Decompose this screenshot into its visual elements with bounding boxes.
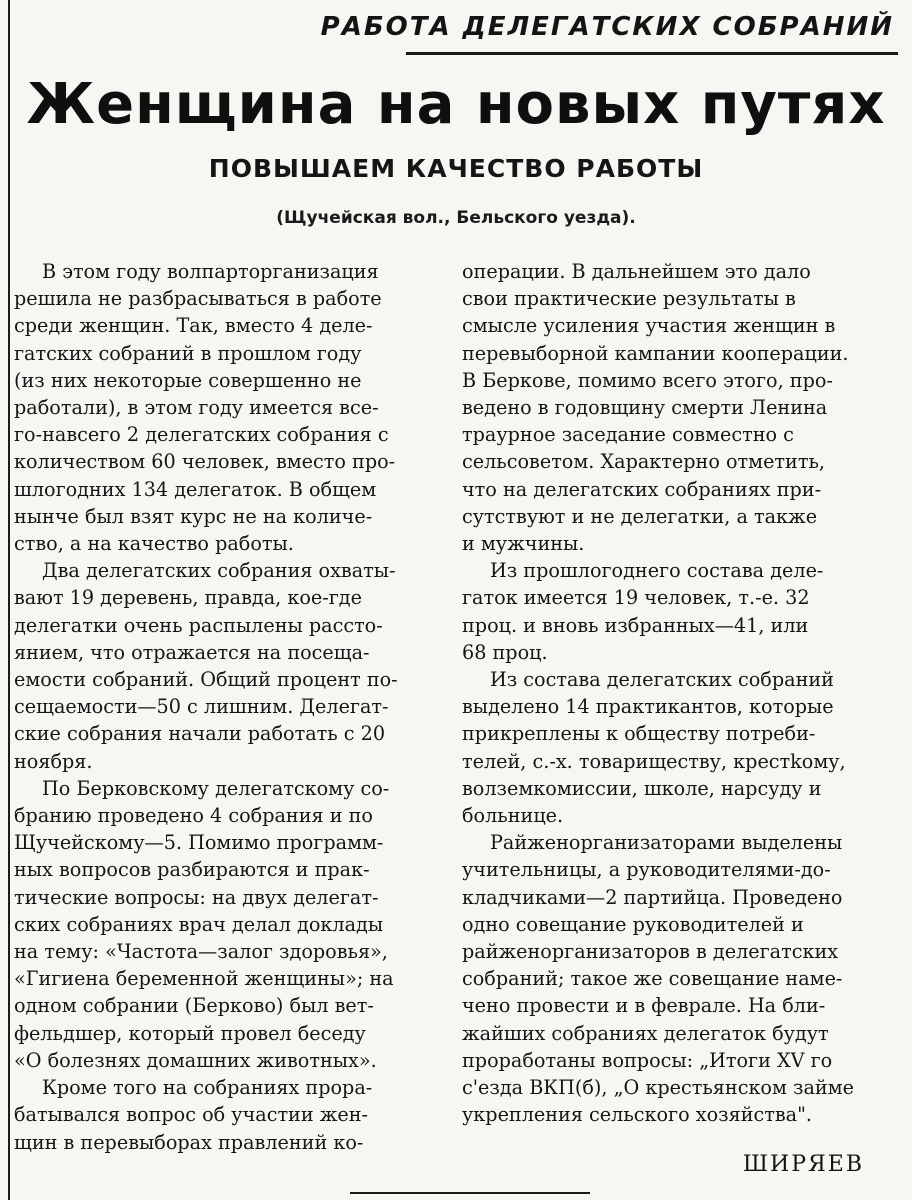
article-text-line: волземкомиссии, школе, нарсуду и — [462, 776, 822, 800]
article-text-line: проц. и вновь избранных—41, или — [462, 613, 809, 637]
article-text-line: работали), в этом году имеется все- — [14, 396, 379, 420]
article-text-line: на тему: «Частота—залог здоровья», — [14, 940, 388, 964]
article-text-line: бранию проведено 4 собрания и по — [14, 804, 373, 828]
article-text-line: По Берковскому делегатскому со- — [42, 776, 390, 800]
article-text-line: райженорганизаторов в делегатских — [462, 940, 839, 964]
bottom-rule — [350, 1192, 590, 1194]
article-headline: Женщина на новых путях — [26, 72, 886, 137]
article-text-line: жайших собраниях делегаток будут — [462, 1021, 829, 1045]
article-text-line: шлогодних 134 делегаток. В общем — [14, 477, 377, 501]
article-text-line: ведено в годовщину смерти Ленина — [462, 396, 828, 420]
article-text-line: ноября. — [14, 749, 93, 773]
article-text-line: сутствуют и не делегатки, а также — [462, 504, 818, 528]
article-text-line: батывался вопрос об участии жен- — [14, 1103, 369, 1127]
article-text-line: Щучейскому—5. Помимо программ- — [14, 831, 384, 855]
article-text-line: фельдшер, который провел беседу — [14, 1021, 366, 1045]
article-text-line: кладчиками—2 партийца. Проведено — [462, 885, 843, 909]
article-text-line: больнице. — [462, 804, 564, 828]
article-text-line: сещаемости—50 с лишним. Делегат- — [14, 695, 389, 719]
article-text-line: Кроме того на собраниях прора- — [42, 1076, 373, 1100]
section-header-rule — [406, 52, 898, 55]
article-text-line: го-навсего 2 делегатских собрания с — [14, 423, 389, 447]
article-text-line: (из них некоторые совершенно не — [14, 368, 362, 392]
article-text-line: операции. В дальнейшем это дало — [462, 260, 811, 283]
article-text-line: проработаны вопросы: „Итоги XV го — [462, 1048, 833, 1072]
article-text-line: Из прошлогоднего состава деле- — [490, 559, 824, 583]
article-text-line: вают 19 деревень, правда, кое-где — [14, 586, 362, 610]
article-text-line: В Беркове, помимо всего этого, про- — [462, 368, 833, 392]
article-subheadline: ПОВЫШАЕМ КАЧЕСТВО РАБОТЫ — [208, 154, 704, 183]
article-text-line: тические вопросы: на двух делегат- — [14, 885, 379, 909]
article-text-line: ских собраниях врач делал доклады — [14, 912, 384, 936]
article-text-line: прикреплены к обществу потреби- — [462, 722, 816, 746]
article-text-line: выделено 14 практикантов, которые — [462, 695, 834, 719]
article-text-line: гаток имеется 19 человек, т.-е. 32 — [462, 586, 810, 610]
article-text-line: «Гигиена беременной женщины»; на — [14, 967, 394, 991]
article-text-line: сельсоветом. Характерно отметить, — [462, 450, 825, 474]
article-text-line: В этом году волпарторганизация — [42, 260, 379, 283]
article-text-line: решила не разбрасываться в работе — [14, 287, 382, 311]
article-signature: ШИРЯЕВ — [742, 1152, 864, 1177]
article-text-line: учительницы, а руководителями-до- — [462, 858, 831, 882]
article-text-line: количеством 60 человек, вместо про- — [14, 450, 396, 474]
article-text-line: с'езда ВКП(б), „О крестьянском займе — [462, 1076, 854, 1100]
article-text-line: ных вопросов разбираются и прак- — [14, 858, 370, 882]
article-text-line: среди женщин. Так, вместо 4 деле- — [14, 314, 373, 338]
article-text-line: Райженорганизаторами выделены — [490, 831, 843, 855]
article-text-line: 68 проц. — [462, 640, 548, 664]
article-text-line: ство, а на качество работы. — [14, 532, 294, 556]
section-header: РАБОТА ДЕЛЕГАТСКИХ СОБРАНИЙ — [320, 12, 894, 42]
article-text-line: телей, с.-х. товариществу, крестkому, — [462, 749, 846, 773]
article-text-line: чено провести и в феврале. На бли- — [462, 994, 826, 1018]
article-locality: (Щучейская вол., Бельского уезда). — [276, 208, 636, 228]
article-left-column — [14, 258, 442, 1156]
article-text-line: делегатки очень распылены рассто- — [14, 613, 383, 637]
article-text-line: емости собраний. Общий процент по- — [14, 668, 398, 692]
article-text-line: янием, что отражается на посеща- — [14, 640, 370, 664]
article-text-line: свои практические результаты в — [462, 287, 796, 311]
article-text-line: гатских собраний в прошлом году — [14, 341, 362, 365]
article-text-line: «О болезнях домашних животных». — [14, 1048, 377, 1072]
article-text-line: собраний; такое же совещание наме- — [462, 967, 843, 991]
article-text-line: и мужчины. — [462, 532, 585, 556]
article-text-line: Из состава делегатских собраний — [490, 668, 834, 692]
article-text-line: одном собрании (Берково) был вет- — [14, 994, 374, 1018]
article-text-line: нынче был взят курс не на количе- — [14, 504, 373, 528]
article-text-line: щин в перевыборах правлений ко- — [14, 1130, 364, 1154]
article-text-line: укрепления сельского хозяйства". — [462, 1103, 813, 1127]
article-right-column — [462, 258, 900, 1129]
article-text-line: что на делегатских собраниях при- — [462, 477, 822, 501]
article-text-line: одно совещание руководителей и — [462, 912, 804, 936]
article-text-line: ские собрания начали работать с 20 — [14, 722, 386, 746]
article-text-line: перевыборной кампании кооперации. — [462, 341, 849, 365]
article-text-line: траурное заседание совместно с — [462, 423, 794, 447]
article-text-line: Два делегатских собрания охваты- — [42, 559, 396, 583]
article-text-line: смысле усиления участия женщин в — [462, 314, 836, 338]
